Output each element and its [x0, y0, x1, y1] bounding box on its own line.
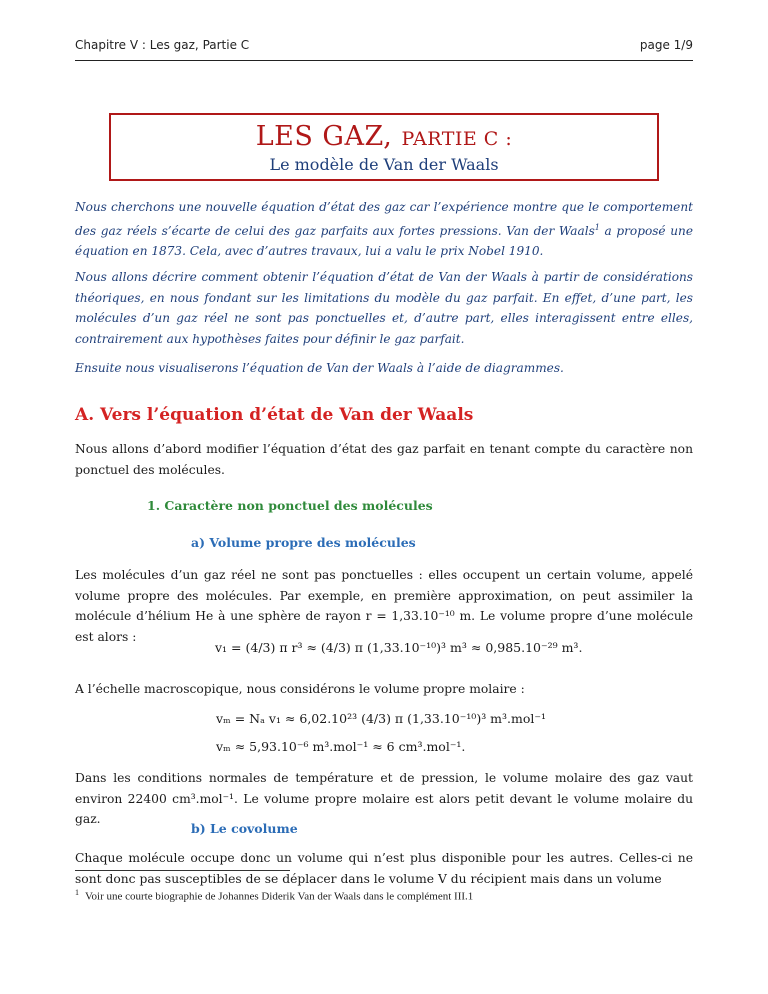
volume-paragraph: Les molécules d’un gaz réel ne sont pas ponctuelles : elles occupent un certain volume, appelé volume propre des molécules. Par exemple, en première approximation, on peut assimiler la molécule d’hélium He à une sphère de rayon r = 1,33.10⁻¹⁰ m. Le volume propre d’une molécule est alors :: [75, 568, 693, 644]
intro-paragraph-1: [75, 197, 693, 262]
header-divider: [75, 60, 693, 61]
section-a-intro: Nous allons d’abord modifier l’équation d’état des gaz parfait en tenant compte du caractère non ponctuel des molécules.: [75, 442, 693, 477]
intro-p1-a: Nous cherchons une nouvelle équation d’état des gaz car l’expérience montre que le comportement des gaz réels s’écarte de celui des gaz parfaits aux fortes pressions. Van der Waals: [75, 200, 693, 238]
footnote-number: 1: [75, 888, 79, 897]
equation-vm-1: vₘ = Nₐ v₁ ≈ 6,02.10²³ (4/3) π (1,33.10⁻¹⁰)³ m³.mol⁻¹: [216, 711, 547, 726]
footnote-divider: [75, 870, 290, 871]
covolume-paragraph: Chaque molécule occupe donc un volume qui n’est plus disponible pour les autres. Celles-ci ne sont donc pas susceptibles de se déplacer dans le volume V du récipient mais dans un volume: [75, 851, 693, 886]
equation-v1: v₁ = (4/3) π r³ ≈ (4/3) π (1,33.10⁻¹⁰)³ m³ ≈ 0,985.10⁻²⁹ m³.: [215, 640, 583, 655]
intro-paragraph-3: Ensuite nous visualiserons l’équation de Van der Waals à l’aide de diagrammes.: [75, 361, 564, 375]
intro-paragraph-2: Nous allons décrire comment obtenir l’équation d’état de Van der Waals à partir de considérations théoriques, en nous fondant sur les limitations du modèle du gaz parfait. En effet, d’une part, les molécules d’un gaz réel ne sont pas ponctuelles et, d’autre part, elles interagissent entre elles, contrairement aux hypothèses faites pour définir le gaz parfait.: [75, 270, 693, 346]
page-header: [75, 38, 693, 62]
macro-paragraph: A l’échelle macroscopique, nous considérons le volume propre molaire :: [75, 682, 525, 696]
equation-vm-2: vₘ ≈ 5,93.10⁻⁶ m³.mol⁻¹ ≈ 6 cm³.mol⁻¹.: [216, 739, 466, 754]
title-box: [109, 113, 659, 181]
subsection-1a-heading: a) Volume propre des molécules: [191, 535, 416, 550]
footnote-text: Voir une courte biographie de Johannes Diderik Van der Waals dans le complément III.1: [85, 890, 474, 903]
page-number: page 1/9: [639, 38, 693, 52]
footnote-ref: 1: [594, 222, 600, 232]
page-subtitle: Le modèle de Van der Waals: [269, 155, 499, 174]
intro-p1-b: a proposé une équation en 1873. Cela, avec d’autres travaux, lui a valu le prix Nobel 1910.: [75, 223, 693, 259]
title-part-text: PARTIE C :: [401, 128, 513, 150]
chapter-title: Chapitre V : Les gaz, Partie C: [75, 38, 250, 52]
normal-conditions-paragraph: Dans les conditions normales de température et de pression, le volume molaire des gaz vaut environ 22400 cm³.mol⁻¹. Le volume propre molaire est alors petit devant le volume molaire du gaz.: [75, 771, 693, 826]
title-main-text: LES GAZ,: [255, 121, 393, 152]
section-a-heading: A. Vers l’équation d’état de Van der Waals: [75, 405, 474, 425]
footnote: [75, 888, 473, 903]
subsection-1-heading: 1. Caractère non ponctuel des molécules: [147, 498, 433, 513]
page-title: [111, 121, 657, 152]
subsection-1b-heading: b) Le covolume: [191, 821, 298, 836]
